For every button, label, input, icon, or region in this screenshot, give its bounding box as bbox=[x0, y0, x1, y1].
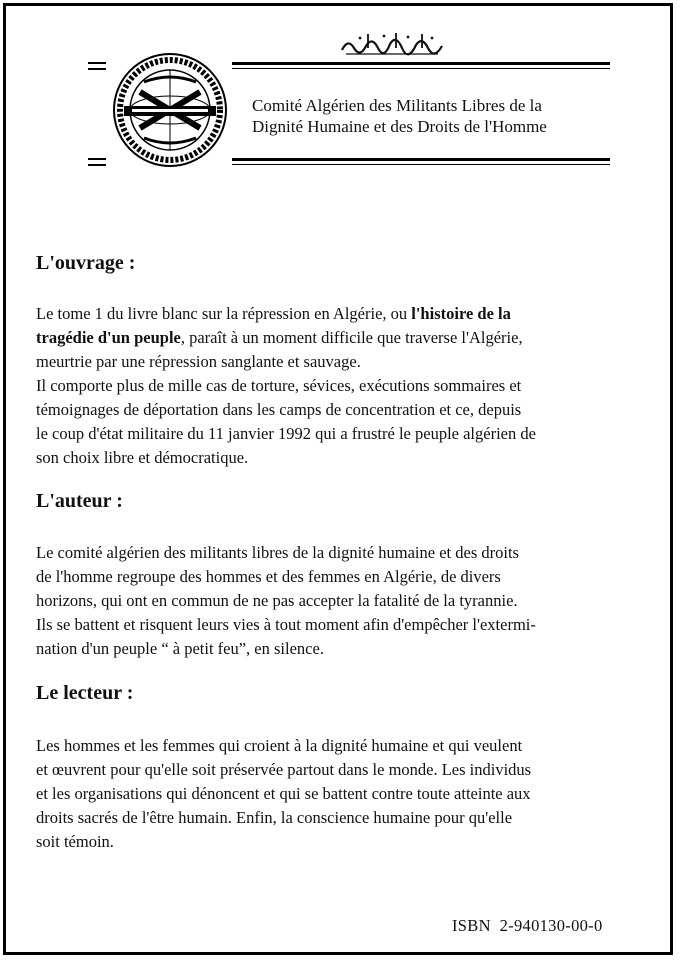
paragraph-line bbox=[36, 302, 648, 326]
bold-title-run: tragédie d'un peuple bbox=[36, 328, 181, 347]
paragraph-line: de l'homme regroupe des hommes et des femmes en Algérie, de divers bbox=[36, 567, 501, 586]
paragraph-line: et œuvrent pour qu'elle soit préservée partout dans le monde. Les individus bbox=[36, 760, 532, 779]
organization-seal-icon bbox=[110, 52, 230, 168]
paragraph-lecteur bbox=[36, 734, 648, 854]
paragraph-line bbox=[36, 326, 648, 350]
paragraph-line: le coup d'état militaire du 11 janvier 1992 qui a frustré le peuple algérien de bbox=[36, 424, 536, 443]
paragraph-line: meurtrie par une répression sanglante et sauvage. bbox=[36, 352, 361, 371]
section-title-ouvrage: L'ouvrage : bbox=[36, 252, 136, 274]
equals-mark-bottom bbox=[88, 158, 106, 170]
header-rule-bottom bbox=[232, 158, 610, 165]
paragraph-line: horizons, qui ont en commun de ne pas accepter la fatalité de la tyrannie. bbox=[36, 591, 518, 610]
organization-name bbox=[252, 95, 632, 137]
paragraph-auteur bbox=[36, 541, 648, 661]
paragraph-line: Ils se battent et risquent leurs vies à tout moment afin d'empêcher l'extermi- bbox=[36, 615, 536, 634]
paragraph-line: Il comporte plus de mille cas de torture, sévices, exécutions sommaires et bbox=[36, 376, 522, 395]
org-line-1: Comité Algérien des Militants Libres de la bbox=[252, 96, 542, 115]
paragraph-line: témoignages de déportation dans les camps de concentration et ce, depuis bbox=[36, 400, 522, 419]
paragraph-line: Le comité algérien des militants libres de la dignité humaine et des droits bbox=[36, 543, 519, 562]
basmala-calligraphy bbox=[338, 30, 448, 58]
header-rule-top bbox=[232, 62, 610, 69]
paragraph-line: Les hommes et les femmes qui croient à la dignité humaine et qui veulent bbox=[36, 736, 523, 755]
bold-title-run: l'histoire de la bbox=[411, 304, 511, 323]
text-run: Le tome 1 du livre blanc sur la répression en Algérie, ou bbox=[36, 304, 412, 323]
paragraph-ouvrage bbox=[36, 302, 648, 470]
paragraph-line: soit témoin. bbox=[36, 832, 114, 851]
org-line-2: Dignité Humaine et des Droits de l'Homme bbox=[252, 117, 547, 136]
section-title-auteur: L'auteur : bbox=[36, 490, 123, 512]
equals-mark-top bbox=[88, 62, 106, 74]
paragraph-line: droits sacrés de l'être humain. Enfin, la conscience humaine pour qu'elle bbox=[36, 808, 513, 827]
paragraph-line: et les organisations qui dénoncent et qui se battent contre toute atteinte aux bbox=[36, 784, 531, 803]
text-run: , paraît à un moment difficile que traverse l'Algérie, bbox=[180, 328, 523, 347]
isbn-number: ISBN 2-940130-00-0 bbox=[452, 916, 603, 935]
paragraph-line: son choix libre et démocratique. bbox=[36, 448, 249, 467]
paragraph-line: nation d'un peuple “ à petit feu”, en silence. bbox=[36, 639, 324, 658]
section-title-lecteur: Le lecteur : bbox=[36, 682, 134, 704]
